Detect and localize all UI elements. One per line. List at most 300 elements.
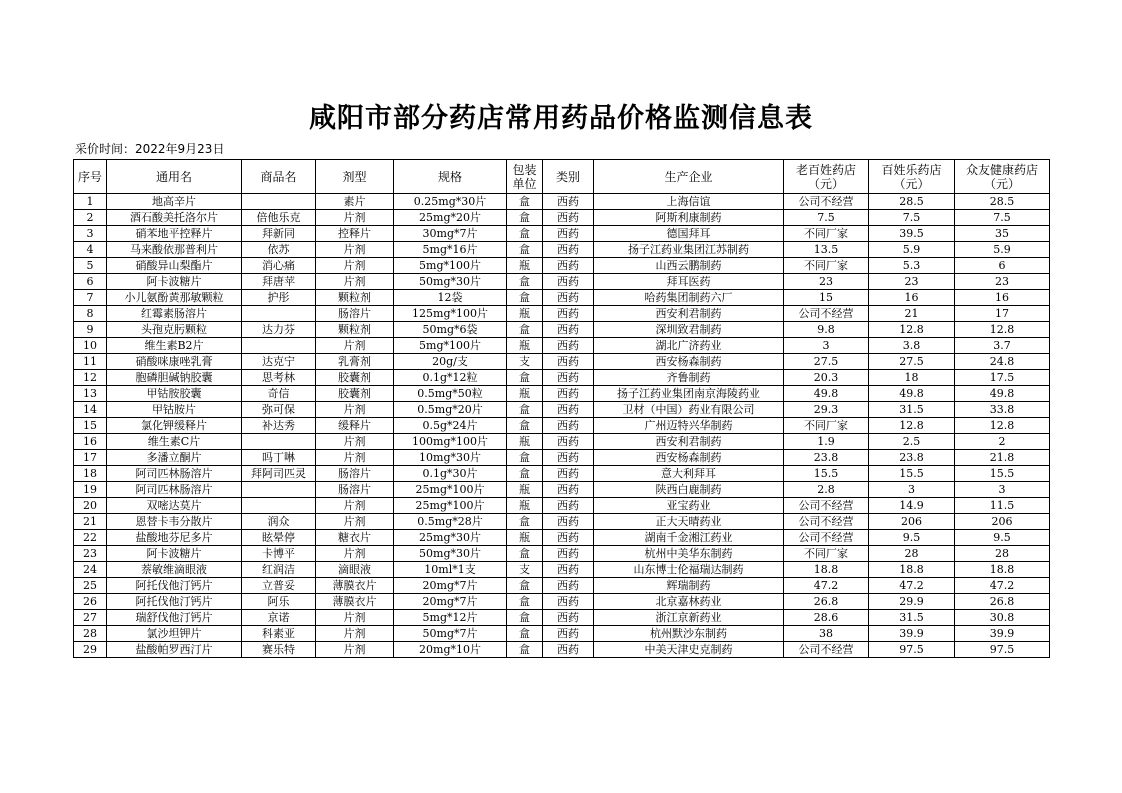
cell-price-baixingle: 12.8 bbox=[869, 418, 955, 434]
table-row bbox=[74, 242, 1050, 258]
cell-price-zhongyou: 33.8 bbox=[955, 402, 1050, 418]
cell-price-laobaixing: 13.5 bbox=[784, 242, 869, 258]
cell-generic-name: 头孢克肟颗粒 bbox=[107, 322, 242, 338]
cell-brand-name: 拜阿司匹灵 bbox=[242, 466, 316, 482]
cell-spec: 5mg*100片 bbox=[394, 258, 507, 274]
cell-brand-name bbox=[242, 194, 316, 210]
cell-category: 西药 bbox=[543, 546, 594, 562]
cell-price-zhongyou: 3 bbox=[955, 482, 1050, 498]
cell-price-laobaixing: 18.8 bbox=[784, 562, 869, 578]
cell-category: 西药 bbox=[543, 386, 594, 402]
cell-price-laobaixing: 不同厂家 bbox=[784, 258, 869, 274]
cell-spec: 0.5mg*50粒 bbox=[394, 386, 507, 402]
cell-unit: 瓶 bbox=[507, 498, 543, 514]
cell-dosage-form: 片剂 bbox=[316, 546, 394, 562]
cell-generic-name: 阿司匹林肠溶片 bbox=[107, 466, 242, 482]
cell-spec: 50mg*7片 bbox=[394, 626, 507, 642]
cell-category: 西药 bbox=[543, 274, 594, 290]
cell-generic-name: 甲钴胺片 bbox=[107, 402, 242, 418]
cell-category: 西药 bbox=[543, 498, 594, 514]
price-table bbox=[73, 159, 1050, 658]
cell-brand-name: 京诺 bbox=[242, 610, 316, 626]
cell-manufacturer: 西安利君制药 bbox=[594, 306, 784, 322]
header-p2-line2: （元） bbox=[893, 176, 930, 191]
cell-spec: 0.25mg*30片 bbox=[394, 194, 507, 210]
cell-unit: 盒 bbox=[507, 546, 543, 562]
cell-price-zhongyou: 17 bbox=[955, 306, 1050, 322]
cell-price-laobaixing: 3 bbox=[784, 338, 869, 354]
cell-price-laobaixing: 公司不经营 bbox=[784, 514, 869, 530]
cell-price-baixingle: 39.9 bbox=[869, 626, 955, 642]
cell-brand-name bbox=[242, 434, 316, 450]
cell-manufacturer: 西安杨森制药 bbox=[594, 450, 784, 466]
cell-category: 西药 bbox=[543, 514, 594, 530]
cell-generic-name: 多潘立酮片 bbox=[107, 450, 242, 466]
cell-spec: 10mg*30片 bbox=[394, 450, 507, 466]
cell-spec: 0.5g*24片 bbox=[394, 418, 507, 434]
table-row bbox=[74, 626, 1050, 642]
cell-price-baixingle: 206 bbox=[869, 514, 955, 530]
cell-brand-name: 阿乐 bbox=[242, 594, 316, 610]
cell-price-laobaixing: 26.8 bbox=[784, 594, 869, 610]
cell-dosage-form: 颗粒剂 bbox=[316, 322, 394, 338]
cell-manufacturer: 杭州中美华东制药 bbox=[594, 546, 784, 562]
cell-spec: 25mg*100片 bbox=[394, 482, 507, 498]
cell-dosage-form: 片剂 bbox=[316, 242, 394, 258]
cell-generic-name: 阿托伐他汀钙片 bbox=[107, 594, 242, 610]
table-row bbox=[74, 498, 1050, 514]
cell-category: 西药 bbox=[543, 434, 594, 450]
cell-generic-name: 阿卡波糖片 bbox=[107, 546, 242, 562]
cell-dosage-form: 糖衣片 bbox=[316, 530, 394, 546]
cell-generic-name: 维生素C片 bbox=[107, 434, 242, 450]
cell-manufacturer: 山东博士伦福瑞达制药 bbox=[594, 562, 784, 578]
cell-unit: 盒 bbox=[507, 642, 543, 658]
cell-manufacturer: 西安利君制药 bbox=[594, 434, 784, 450]
cell-unit: 盒 bbox=[507, 402, 543, 418]
cell-manufacturer: 辉瑞制药 bbox=[594, 578, 784, 594]
cell-generic-name: 维生素B2片 bbox=[107, 338, 242, 354]
cell-spec: 5mg*12片 bbox=[394, 610, 507, 626]
cell-unit: 盒 bbox=[507, 242, 543, 258]
cell-spec: 20mg*7片 bbox=[394, 578, 507, 594]
header-row bbox=[74, 160, 1050, 194]
cell-price-zhongyou: 15.5 bbox=[955, 466, 1050, 482]
header-brand-name: 商品名 bbox=[242, 160, 316, 194]
cell-price-baixingle: 3.8 bbox=[869, 338, 955, 354]
cell-price-zhongyou: 23 bbox=[955, 274, 1050, 290]
cell-spec: 0.1g*30片 bbox=[394, 466, 507, 482]
cell-unit: 盒 bbox=[507, 210, 543, 226]
cell-dosage-form: 薄膜衣片 bbox=[316, 578, 394, 594]
cell-category: 西药 bbox=[543, 290, 594, 306]
cell-generic-name: 恩替卡韦分散片 bbox=[107, 514, 242, 530]
cell-no: 18 bbox=[74, 466, 107, 482]
cell-price-baixingle: 27.5 bbox=[869, 354, 955, 370]
table-row bbox=[74, 290, 1050, 306]
cell-brand-name: 消心痛 bbox=[242, 258, 316, 274]
cell-dosage-form: 片剂 bbox=[316, 498, 394, 514]
table-row bbox=[74, 354, 1050, 370]
cell-price-zhongyou: 206 bbox=[955, 514, 1050, 530]
table-row bbox=[74, 610, 1050, 626]
table-row bbox=[74, 514, 1050, 530]
cell-unit: 瓶 bbox=[507, 530, 543, 546]
cell-no: 28 bbox=[74, 626, 107, 642]
cell-no: 14 bbox=[74, 402, 107, 418]
cell-manufacturer: 拜耳医药 bbox=[594, 274, 784, 290]
cell-manufacturer: 深圳致君制药 bbox=[594, 322, 784, 338]
cell-price-baixingle: 23.8 bbox=[869, 450, 955, 466]
cell-price-baixingle: 18.8 bbox=[869, 562, 955, 578]
cell-spec: 25mg*20片 bbox=[394, 210, 507, 226]
header-unit bbox=[507, 160, 543, 194]
table-row bbox=[74, 482, 1050, 498]
cell-no: 15 bbox=[74, 418, 107, 434]
cell-unit: 盒 bbox=[507, 450, 543, 466]
cell-dosage-form: 片剂 bbox=[316, 642, 394, 658]
cell-generic-name: 硝苯地平控释片 bbox=[107, 226, 242, 242]
cell-brand-name: 倍他乐克 bbox=[242, 210, 316, 226]
cell-dosage-form: 片剂 bbox=[316, 402, 394, 418]
cell-category: 西药 bbox=[543, 322, 594, 338]
cell-unit: 盒 bbox=[507, 322, 543, 338]
cell-price-baixingle: 2.5 bbox=[869, 434, 955, 450]
cell-generic-name: 氯沙坦钾片 bbox=[107, 626, 242, 642]
cell-manufacturer: 杭州默沙东制药 bbox=[594, 626, 784, 642]
cell-manufacturer: 北京嘉林药业 bbox=[594, 594, 784, 610]
cell-dosage-form: 素片 bbox=[316, 194, 394, 210]
cell-no: 8 bbox=[74, 306, 107, 322]
cell-unit: 盒 bbox=[507, 418, 543, 434]
cell-dosage-form: 片剂 bbox=[316, 626, 394, 642]
cell-price-baixingle: 97.5 bbox=[869, 642, 955, 658]
cell-generic-name: 双嘧达莫片 bbox=[107, 498, 242, 514]
cell-no: 29 bbox=[74, 642, 107, 658]
cell-price-laobaixing: 23.8 bbox=[784, 450, 869, 466]
cell-price-baixingle: 18 bbox=[869, 370, 955, 386]
cell-price-laobaixing: 15 bbox=[784, 290, 869, 306]
header-no: 序号 bbox=[74, 160, 107, 194]
cell-brand-name bbox=[242, 338, 316, 354]
cell-dosage-form: 肠溶片 bbox=[316, 466, 394, 482]
cell-unit: 瓶 bbox=[507, 482, 543, 498]
cell-price-laobaixing: 15.5 bbox=[784, 466, 869, 482]
cell-price-laobaixing: 38 bbox=[784, 626, 869, 642]
cell-spec: 25mg*30片 bbox=[394, 530, 507, 546]
table-row bbox=[74, 594, 1050, 610]
cell-spec: 0.1g*12粒 bbox=[394, 370, 507, 386]
table-row bbox=[74, 466, 1050, 482]
cell-price-zhongyou: 11.5 bbox=[955, 498, 1050, 514]
cell-unit: 盒 bbox=[507, 578, 543, 594]
cell-price-zhongyou: 9.5 bbox=[955, 530, 1050, 546]
cell-unit: 瓶 bbox=[507, 338, 543, 354]
table-row bbox=[74, 306, 1050, 322]
cell-price-baixingle: 49.8 bbox=[869, 386, 955, 402]
cell-price-laobaixing: 9.8 bbox=[784, 322, 869, 338]
cell-dosage-form: 控释片 bbox=[316, 226, 394, 242]
cell-category: 西药 bbox=[543, 626, 594, 642]
cell-brand-name: 奇信 bbox=[242, 386, 316, 402]
cell-category: 西药 bbox=[543, 562, 594, 578]
cell-price-laobaixing: 7.5 bbox=[784, 210, 869, 226]
cell-brand-name: 拜新同 bbox=[242, 226, 316, 242]
cell-category: 西药 bbox=[543, 194, 594, 210]
header-price-laobaixing bbox=[784, 160, 869, 194]
cell-unit: 瓶 bbox=[507, 386, 543, 402]
cell-unit: 盒 bbox=[507, 226, 543, 242]
cell-price-laobaixing: 公司不经营 bbox=[784, 642, 869, 658]
cell-unit: 盒 bbox=[507, 194, 543, 210]
cell-category: 西药 bbox=[543, 594, 594, 610]
cell-brand-name: 红润洁 bbox=[242, 562, 316, 578]
table-row bbox=[74, 418, 1050, 434]
cell-manufacturer: 阿斯利康制药 bbox=[594, 210, 784, 226]
cell-price-zhongyou: 49.8 bbox=[955, 386, 1050, 402]
cell-no: 2 bbox=[74, 210, 107, 226]
cell-brand-name: 眩晕停 bbox=[242, 530, 316, 546]
cell-price-baixingle: 31.5 bbox=[869, 610, 955, 626]
cell-no: 23 bbox=[74, 546, 107, 562]
header-dosage-form: 剂型 bbox=[316, 160, 394, 194]
cell-dosage-form: 肠溶片 bbox=[316, 482, 394, 498]
cell-price-laobaixing: 29.3 bbox=[784, 402, 869, 418]
cell-price-laobaixing: 28.6 bbox=[784, 610, 869, 626]
cell-dosage-form: 片剂 bbox=[316, 610, 394, 626]
cell-price-zhongyou: 12.8 bbox=[955, 322, 1050, 338]
table-row bbox=[74, 274, 1050, 290]
cell-category: 西药 bbox=[543, 258, 594, 274]
cell-dosage-form: 胶囊剂 bbox=[316, 370, 394, 386]
cell-price-laobaixing: 49.8 bbox=[784, 386, 869, 402]
cell-brand-name: 科素亚 bbox=[242, 626, 316, 642]
cell-price-zhongyou: 16 bbox=[955, 290, 1050, 306]
cell-dosage-form: 滴眼液 bbox=[316, 562, 394, 578]
table-row bbox=[74, 402, 1050, 418]
table-row bbox=[74, 322, 1050, 338]
cell-price-baixingle: 9.5 bbox=[869, 530, 955, 546]
cell-brand-name bbox=[242, 306, 316, 322]
cell-category: 西药 bbox=[543, 306, 594, 322]
cell-price-laobaixing: 公司不经营 bbox=[784, 306, 869, 322]
header-p1-line2: （元） bbox=[807, 176, 844, 191]
header-price-baixingle bbox=[869, 160, 955, 194]
cell-category: 西药 bbox=[543, 242, 594, 258]
header-generic-name: 通用名 bbox=[107, 160, 242, 194]
cell-manufacturer: 山西云鹏制药 bbox=[594, 258, 784, 274]
cell-price-baixingle: 3 bbox=[869, 482, 955, 498]
header-spec: 规格 bbox=[394, 160, 507, 194]
cell-dosage-form: 颗粒剂 bbox=[316, 290, 394, 306]
cell-spec: 50mg*6袋 bbox=[394, 322, 507, 338]
cell-unit: 盒 bbox=[507, 514, 543, 530]
header-p1-line1: 老百姓药店 bbox=[795, 162, 856, 177]
cell-price-laobaixing: 27.5 bbox=[784, 354, 869, 370]
cell-spec: 20mg*10片 bbox=[394, 642, 507, 658]
cell-no: 12 bbox=[74, 370, 107, 386]
cell-price-baixingle: 39.5 bbox=[869, 226, 955, 242]
cell-price-zhongyou: 18.8 bbox=[955, 562, 1050, 578]
cell-generic-name: 硝酸咪康唑乳膏 bbox=[107, 354, 242, 370]
cell-manufacturer: 扬子江药业集团江苏制药 bbox=[594, 242, 784, 258]
cell-brand-name: 吗丁啉 bbox=[242, 450, 316, 466]
cell-no: 27 bbox=[74, 610, 107, 626]
cell-category: 西药 bbox=[543, 482, 594, 498]
cell-price-baixingle: 28 bbox=[869, 546, 955, 562]
cell-spec: 100mg*100片 bbox=[394, 434, 507, 450]
cell-category: 西药 bbox=[543, 530, 594, 546]
cell-no: 3 bbox=[74, 226, 107, 242]
cell-generic-name: 盐酸帕罗西汀片 bbox=[107, 642, 242, 658]
table-row bbox=[74, 530, 1050, 546]
cell-price-baixingle: 14.9 bbox=[869, 498, 955, 514]
cell-price-zhongyou: 5.9 bbox=[955, 242, 1050, 258]
cell-price-laobaixing: 不同厂家 bbox=[784, 418, 869, 434]
cell-category: 西药 bbox=[543, 354, 594, 370]
cell-no: 24 bbox=[74, 562, 107, 578]
cell-dosage-form: 片剂 bbox=[316, 434, 394, 450]
cell-spec: 25mg*100片 bbox=[394, 498, 507, 514]
cell-generic-name: 小儿氨酚黄那敏颗粒 bbox=[107, 290, 242, 306]
cell-unit: 瓶 bbox=[507, 434, 543, 450]
cell-spec: 20g/支 bbox=[394, 354, 507, 370]
cell-brand-name: 拜唐苹 bbox=[242, 274, 316, 290]
cell-price-baixingle: 7.5 bbox=[869, 210, 955, 226]
cell-manufacturer: 湖北广济药业 bbox=[594, 338, 784, 354]
cell-price-baixingle: 5.9 bbox=[869, 242, 955, 258]
cell-price-zhongyou: 26.8 bbox=[955, 594, 1050, 610]
cell-category: 西药 bbox=[543, 418, 594, 434]
table-row bbox=[74, 370, 1050, 386]
cell-price-zhongyou: 28.5 bbox=[955, 194, 1050, 210]
cell-unit: 瓶 bbox=[507, 258, 543, 274]
cell-generic-name: 瑞舒伐他汀钙片 bbox=[107, 610, 242, 626]
cell-spec: 30mg*7片 bbox=[394, 226, 507, 242]
cell-unit: 支 bbox=[507, 562, 543, 578]
cell-price-laobaixing: 1.9 bbox=[784, 434, 869, 450]
cell-price-zhongyou: 2 bbox=[955, 434, 1050, 450]
cell-dosage-form: 肠溶片 bbox=[316, 306, 394, 322]
cell-generic-name: 硝酸异山梨酯片 bbox=[107, 258, 242, 274]
cell-category: 西药 bbox=[543, 402, 594, 418]
cell-manufacturer: 正大天晴药业 bbox=[594, 514, 784, 530]
header-p3-line2: （元） bbox=[983, 176, 1020, 191]
cell-dosage-form: 片剂 bbox=[316, 210, 394, 226]
cell-manufacturer: 卫材（中国）药业有限公司 bbox=[594, 402, 784, 418]
cell-brand-name bbox=[242, 482, 316, 498]
cell-price-zhongyou: 7.5 bbox=[955, 210, 1050, 226]
cell-price-zhongyou: 47.2 bbox=[955, 578, 1050, 594]
cell-price-baixingle: 23 bbox=[869, 274, 955, 290]
cell-unit: 盒 bbox=[507, 610, 543, 626]
cell-spec: 5mg*100片 bbox=[394, 338, 507, 354]
cell-brand-name: 赛乐特 bbox=[242, 642, 316, 658]
survey-date: 采价时间：2022年9月23日 bbox=[75, 142, 225, 156]
cell-manufacturer: 西安杨森制药 bbox=[594, 354, 784, 370]
cell-price-zhongyou: 24.8 bbox=[955, 354, 1050, 370]
cell-generic-name: 阿托伐他汀钙片 bbox=[107, 578, 242, 594]
cell-price-zhongyou: 39.9 bbox=[955, 626, 1050, 642]
cell-dosage-form: 片剂 bbox=[316, 514, 394, 530]
cell-no: 1 bbox=[74, 194, 107, 210]
cell-manufacturer: 德国拜耳 bbox=[594, 226, 784, 242]
table-row bbox=[74, 642, 1050, 658]
cell-unit: 盒 bbox=[507, 594, 543, 610]
cell-price-baixingle: 29.9 bbox=[869, 594, 955, 610]
cell-dosage-form: 片剂 bbox=[316, 258, 394, 274]
cell-spec: 10ml*1支 bbox=[394, 562, 507, 578]
cell-category: 西药 bbox=[543, 578, 594, 594]
cell-brand-name: 卡博平 bbox=[242, 546, 316, 562]
cell-price-zhongyou: 12.8 bbox=[955, 418, 1050, 434]
cell-manufacturer: 上海信谊 bbox=[594, 194, 784, 210]
cell-price-laobaixing: 不同厂家 bbox=[784, 546, 869, 562]
cell-brand-name: 弥可保 bbox=[242, 402, 316, 418]
table-row bbox=[74, 258, 1050, 274]
cell-spec: 50mg*30片 bbox=[394, 274, 507, 290]
cell-no: 5 bbox=[74, 258, 107, 274]
cell-manufacturer: 哈药集团制药六厂 bbox=[594, 290, 784, 306]
cell-price-zhongyou: 28 bbox=[955, 546, 1050, 562]
cell-no: 17 bbox=[74, 450, 107, 466]
cell-price-baixingle: 16 bbox=[869, 290, 955, 306]
cell-spec: 125mg*100片 bbox=[394, 306, 507, 322]
cell-unit: 盒 bbox=[507, 626, 543, 642]
cell-generic-name: 盐酸地芬尼多片 bbox=[107, 530, 242, 546]
cell-no: 25 bbox=[74, 578, 107, 594]
cell-manufacturer: 中美天津史克制药 bbox=[594, 642, 784, 658]
cell-price-zhongyou: 97.5 bbox=[955, 642, 1050, 658]
table-row bbox=[74, 434, 1050, 450]
table-row bbox=[74, 194, 1050, 210]
cell-manufacturer: 浙江京新药业 bbox=[594, 610, 784, 626]
cell-category: 西药 bbox=[543, 370, 594, 386]
cell-manufacturer: 亚宝药业 bbox=[594, 498, 784, 514]
cell-price-zhongyou: 30.8 bbox=[955, 610, 1050, 626]
cell-no: 16 bbox=[74, 434, 107, 450]
header-manufacturer: 生产企业 bbox=[594, 160, 784, 194]
cell-price-zhongyou: 35 bbox=[955, 226, 1050, 242]
table-row bbox=[74, 450, 1050, 466]
header-unit-line1: 包装 bbox=[512, 162, 537, 177]
cell-spec: 0.5mg*20片 bbox=[394, 402, 507, 418]
cell-spec: 20mg*7片 bbox=[394, 594, 507, 610]
cell-manufacturer: 意大利拜耳 bbox=[594, 466, 784, 482]
cell-brand-name bbox=[242, 498, 316, 514]
cell-unit: 盒 bbox=[507, 274, 543, 290]
cell-price-laobaixing: 20.3 bbox=[784, 370, 869, 386]
cell-brand-name: 思考林 bbox=[242, 370, 316, 386]
header-p3-line1: 众友健康药店 bbox=[965, 162, 1038, 177]
cell-spec: 5mg*16片 bbox=[394, 242, 507, 258]
cell-price-zhongyou: 3.7 bbox=[955, 338, 1050, 354]
cell-dosage-form: 缓释片 bbox=[316, 418, 394, 434]
cell-category: 西药 bbox=[543, 466, 594, 482]
cell-unit: 盒 bbox=[507, 466, 543, 482]
cell-price-baixingle: 31.5 bbox=[869, 402, 955, 418]
cell-brand-name: 依苏 bbox=[242, 242, 316, 258]
cell-spec: 12袋 bbox=[394, 290, 507, 306]
cell-unit: 盒 bbox=[507, 290, 543, 306]
cell-category: 西药 bbox=[543, 450, 594, 466]
cell-generic-name: 阿卡波糖片 bbox=[107, 274, 242, 290]
cell-generic-name: 酒石酸美托洛尔片 bbox=[107, 210, 242, 226]
header-p2-line1: 百姓乐药店 bbox=[881, 162, 942, 177]
cell-manufacturer: 齐鲁制药 bbox=[594, 370, 784, 386]
cell-spec: 0.5mg*28片 bbox=[394, 514, 507, 530]
cell-dosage-form: 薄膜衣片 bbox=[316, 594, 394, 610]
